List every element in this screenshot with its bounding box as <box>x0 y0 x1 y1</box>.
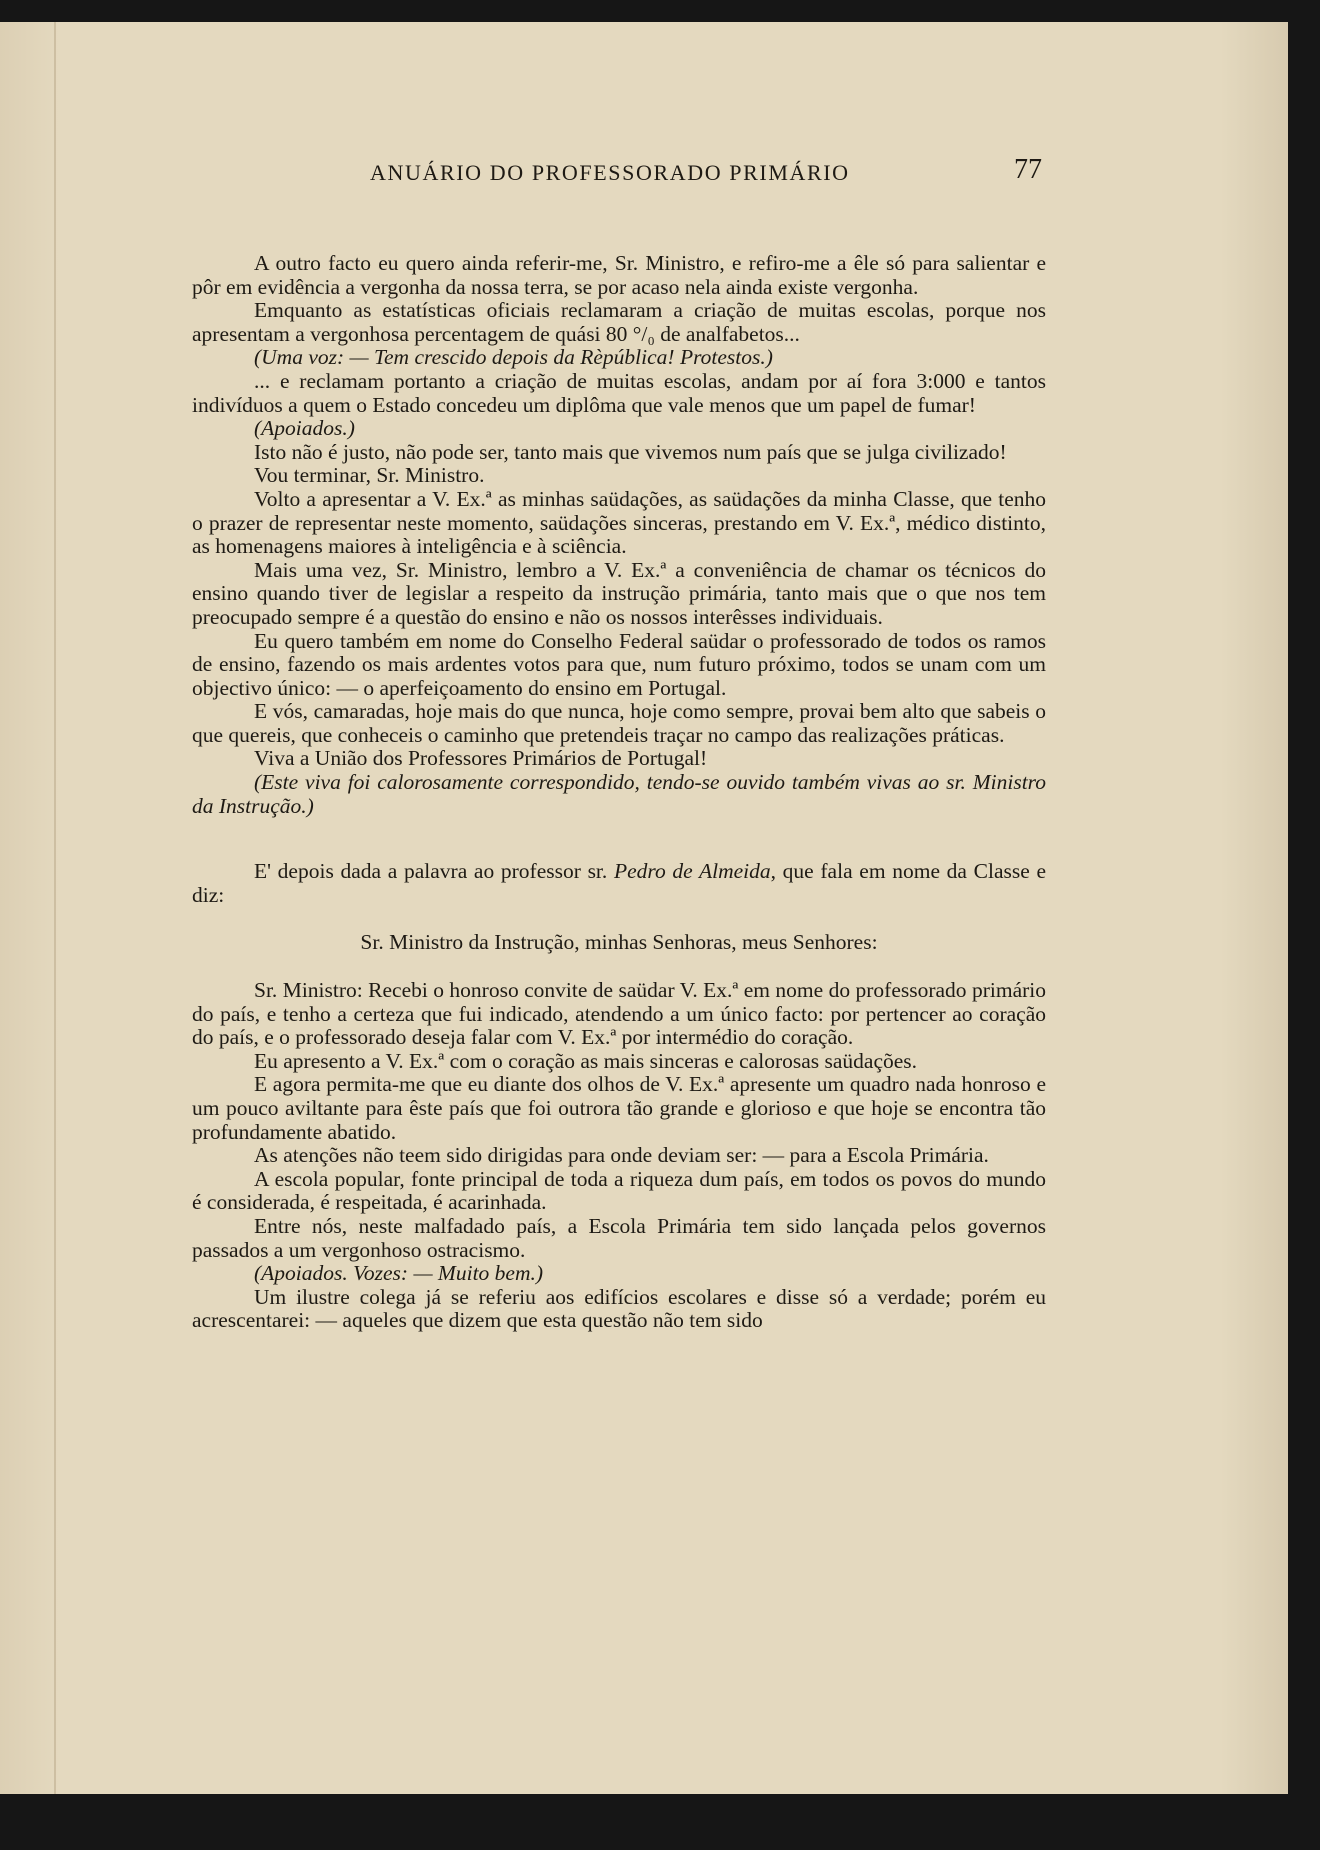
page-number: 77 <box>1014 154 1042 185</box>
intro-text: E' depois dada a palavra ao professor sr. <box>254 859 614 884</box>
page-fold-line <box>54 22 56 1794</box>
paragraph: Volto a apresentar a V. Ex.ª as minhas saüdações, as saüdações da minha Classe, que tenho o prazer de representar neste momento, saüdações sinceras, prestando em V. Ex.ª, médico distinto, as homenagens maiores à inteligência e à sciência. <box>192 486 1046 559</box>
paragraph: ... e reclamam portanto a criação de muitas escolas, andam por aí fora 3:000 e tantos indivíduos a quem o Estado concedeu um diplôma que vale menos que um papel de fumar! <box>192 368 1046 417</box>
intro-text: , que fala em nome da Classe e diz: <box>192 859 1046 907</box>
speech-paragraph: Eu apresento a V. Ex.ª com o coração as mais sinceras e calorosas saüdações. <box>254 1048 918 1073</box>
page-header <box>192 156 1046 196</box>
speech-paragraph: As atenções não teem sido dirigidas para onde deviam ser: — para a Escola Primária. <box>254 1143 989 1168</box>
interjection: (Uma voz: — Tem crescido depois da Rèpública! Protestos.) <box>254 345 773 370</box>
page-body <box>192 252 1046 1333</box>
running-title: ANUÁRIO DO PROFESSORADO PRIMÁRIO <box>370 160 850 185</box>
salutation: Sr. Ministro da Instrução, minhas Senhoras, meus Senhores: <box>360 930 878 955</box>
paragraph: A outro facto eu quero ainda referir-me, Sr. Ministro, e refiro-me a êle só para salientar e pôr em evidência a vergonha da nossa terra, se por acaso nela ainda existe vergonha. <box>192 251 1046 299</box>
interjection: (Apoiados. Vozes: — Muito bem.) <box>254 1261 544 1286</box>
speech-paragraph: Sr. Ministro: Recebi o honroso convite de saüdar V. Ex.ª em nome do professorado primário do país, e tenho a certeza que fui indicado, atendendo a um único facto: por pertencer ao coração do país, e o professorado deseja falar com V. Ex.ª por intermédio do coração. <box>192 978 1046 1050</box>
speech-paragraph: Entre nós, neste malfadado país, a Escola Primária tem sido lançada pelos governos passados a um vergonhoso ostracismo. <box>192 1213 1046 1262</box>
paragraph: E vós, camaradas, hoje mais do que nunca, hoje como sempre, provai bem alto que sabeis o que quereis, que conheceis o caminho que pretendeis traçar no campo das realizações práticas. <box>192 699 1046 747</box>
paragraph: Mais uma vez, Sr. Ministro, lembro a V. Ex.ª a conveniência de chamar os técnicos do ensino quando tiver de legislar a respeito da instrução primária, tanto mais que o que nos tem preocupado sempre é a questão do ensino e não os nossos interêsses individuais. <box>192 557 1046 629</box>
interjection: (Apoiados.) <box>254 416 355 441</box>
speaker-introduction <box>192 860 1046 907</box>
speaker-name: Pedro de Almeida <box>613 859 771 884</box>
paragraph: Emquanto as estatísticas oficiais reclamaram a criação de muitas escolas, porque nos apresentam a vergonhosa percentagem de quási 80 °/₀ de analfabetos... <box>192 298 1046 346</box>
book-page <box>0 22 1288 1794</box>
speech-paragraph: E agora permita-me que eu diante dos olhos de V. Ex.ª apresente um quadro nada honroso e um pouco aviltante para êste país que foi outrora tão grande e glorioso e que hoje se encontra tão profundamente abatido. <box>192 1072 1046 1144</box>
paragraph: Viva a União dos Professores Primários de Portugal! <box>254 746 708 771</box>
interjection: (Este viva foi calorosamente correspondido, tendo-se ouvido também vivas ao sr. Ministro da Instrução.) <box>192 770 1046 818</box>
paragraph: Isto não é justo, não pode ser, tanto mais que vivemos num país que se julga civilizado! <box>254 439 1007 464</box>
paragraph: Vou terminar, Sr. Ministro. <box>254 463 485 488</box>
paragraph: Eu quero também em nome do Conselho Federal saüdar o professorado de todos os ramos de ensino, fazendo os mais ardentes votos para que, num futuro próximo, todos se unam com um objectivo único: — o aperfeiçoamento do ensino em Portugal. <box>192 628 1046 700</box>
speech-paragraph: Um ilustre colega já se referiu aos edifícios escolares e disse só a verdade; porém eu acrescentarei: — aqueles que dizem que esta questão não tem sido <box>192 1284 1046 1333</box>
speech-paragraph: A escola popular, fonte principal de toda a riqueza dum país, em todos os povos do mundo é considerada, é respeitada, é acarinhada. <box>192 1166 1046 1215</box>
